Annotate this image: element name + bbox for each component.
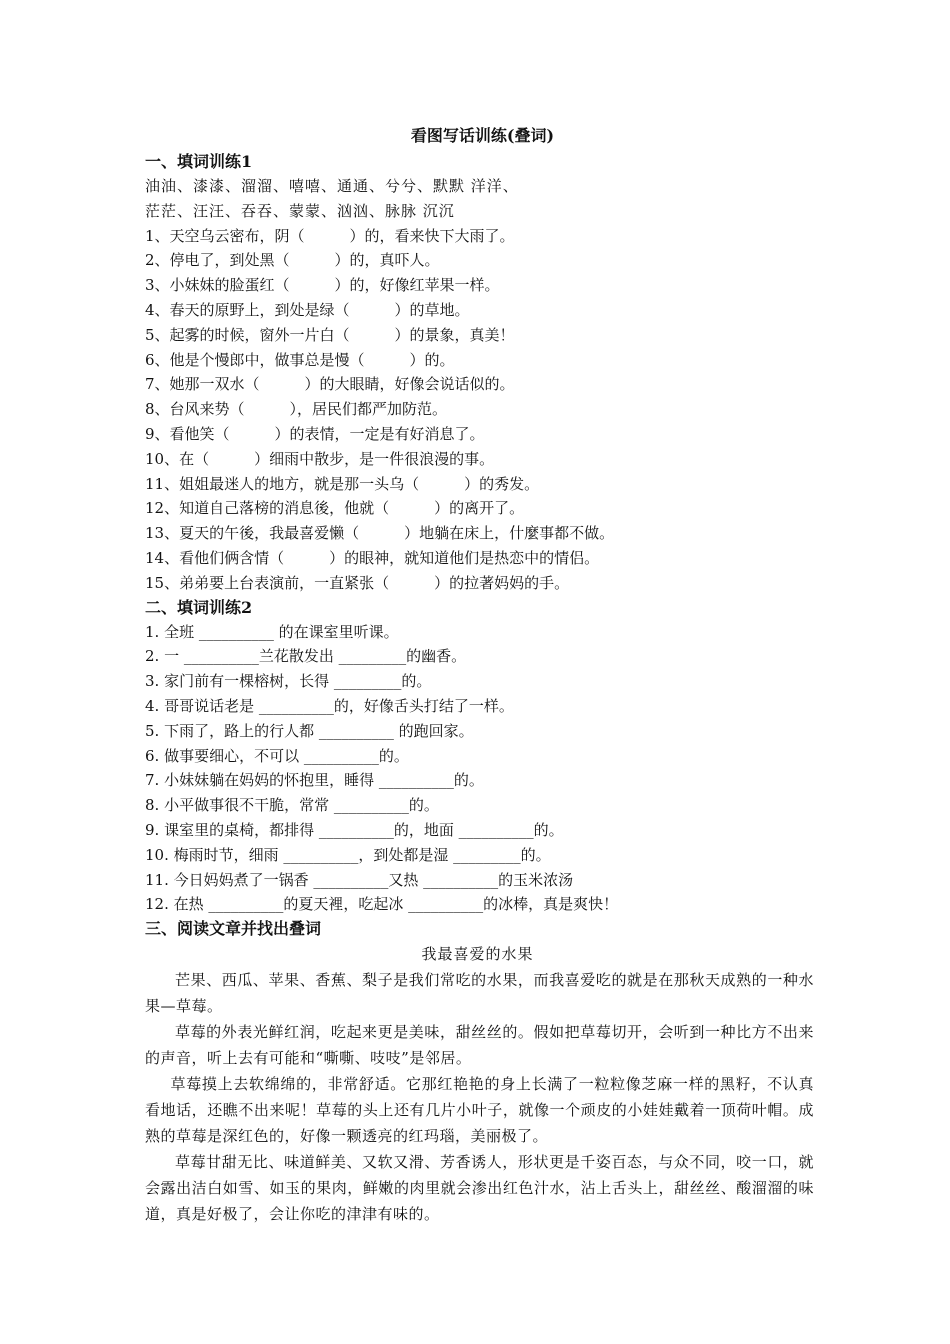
section-heading: 一、填词训练1 (145, 152, 253, 171)
exercise-item: 4、春天的原野上，到处是绿（ ）的草地。 (145, 300, 470, 319)
exercise-item: 8、台风来势（ ），居民们都严加防范。 (145, 400, 448, 419)
exercise-item: 15、弟弟要上台表演前，一直紧张（ ）的拉著妈妈的手。 (145, 573, 570, 592)
exercise-item: 10. 梅雨时节，细雨 __________，到处都是湿 _________的。 (145, 845, 551, 864)
exercise-item: 10、在（ ）细雨中散步，是一件很浪漫的事。 (145, 449, 495, 468)
article-paragraph: 草莓摸上去软绵绵的，非常舒适。它那红艳艳的身上长满了一粒粒像芝麻一样的黑籽，不认真看地话，还瞧不出来呢！草莓的头上还有几片小叶子，就像一个顽皮的小娃娃戴着一顶荷叶帽。成熟的草莓是深红色的，好像一颗透亮的红玛瑙，美丽极了。 (145, 1075, 814, 1146)
article-paragraph: 草莓甘甜无比、味道鲜美、又软又滑、芳香诱人，形状更是千姿百态，与众不同，咬一口，就会露出洁白如雪、如玉的果肉，鲜嫩的肉里就会渗出红色汁水，沾上舌头上，甜丝丝、酸溜溜的味道，真是好极了，会让你吃的津津有味的。 (145, 1153, 814, 1224)
section-fill-words-1 (145, 150, 810, 596)
exercise-item: 12、知道自己落榜的消息後，他就（ ）的离开了。 (145, 499, 525, 518)
exercise-item: 5. 下雨了，路上的行人都 __________ 的跑回家。 (145, 721, 474, 740)
exercise-item: 14、看他们俩含情（ ）的眼神，就知道他们是热恋中的情侣。 (145, 548, 600, 567)
word-bank-line: 油油、漆漆、溜溜、嘻嘻、通通、兮兮、默默 洋洋、 (145, 177, 519, 195)
exercise-item: 2. 一 __________兰花散发出 _________的幽香。 (145, 647, 467, 666)
exercise-item: 1. 全班 __________ 的在课室里听课。 (145, 622, 399, 641)
section-fill-words-2 (145, 596, 810, 918)
exercise-item: 3、小妹妹的脸蛋红（ ）的，好像红苹果一样。 (145, 276, 500, 295)
section-reading (145, 917, 814, 1227)
exercise-item: 9. 课室里的桌椅，都排得 __________的，地面 __________的。 (145, 820, 564, 839)
section-heading: 二、填词训练2 (145, 597, 253, 617)
exercise-item: 4. 哥哥说话老是 __________的，好像舌头打结了一样。 (145, 696, 514, 715)
exercise-item: 8. 小平做事很不干脆，常常 __________的。 (145, 796, 439, 815)
section-heading: 三、阅读文章并找出叠词 (145, 919, 322, 939)
exercise-item: 3. 家门前有一棵榕树，长得 _________的。 (145, 672, 432, 691)
exercise-item: 12. 在热 __________的夏天裡，吃起冰 __________的冰棒，真是爽快！ (145, 895, 619, 914)
exercise-item: 6、他是个慢郎中，做事总是慢（ ）的。 (145, 350, 455, 369)
exercise-item: 6. 做事要细心，不可以 __________的。 (145, 746, 409, 765)
document-title: 看图写话训练(叠词) (410, 126, 555, 145)
article-paragraph: 草莓的外表光鲜红润，吃起来更是美味，甜丝丝的。假如把草莓切开，会听到一种比方不出来的声音，听上去有可能和“嘶嘶、吱吱”是邻居。 (145, 1023, 814, 1068)
exercise-list (145, 620, 810, 918)
exercise-list (145, 224, 810, 596)
article-title: 我最喜爱的水果 (421, 945, 534, 964)
exercise-item: 2、停电了，到处黑（ ）的，真吓人。 (145, 251, 440, 270)
exercise-item: 7. 小妹妹躺在妈妈的怀抱里，睡得 __________的。 (145, 771, 484, 790)
exercise-item: 9、看他笑（ ）的表情，一定是有好消息了。 (145, 424, 485, 443)
exercise-item: 5、起雾的时候，窗外一片白（ ）的景象，真美！ (145, 325, 515, 344)
article-paragraph: 芒果、西瓜、苹果、香蕉、梨子是我们常吃的水果，而我喜爱吃的就是在那秋天成熟的一种水果—草莓。 (145, 971, 814, 1016)
exercise-item: 11. 今日妈妈煮了一锅香 __________又热 __________的玉米浓汤 (145, 870, 574, 889)
exercise-item: 7、她那一双水（ ）的大眼睛，好像会说话似的。 (145, 375, 515, 394)
word-bank-line: 茫茫、汪汪、吞吞、蒙蒙、汹汹、脉脉 沉沉 (145, 201, 455, 220)
word-bank (145, 174, 810, 224)
exercise-item: 13、夏天的午後，我最喜爱懒（ ）地躺在床上，什麼事都不做。 (145, 524, 615, 543)
exercise-item: 1、天空乌云密布，阴（ ）的，看来快下大雨了。 (145, 226, 515, 245)
exercise-item: 11、姐姐最迷人的地方，就是那一头乌（ ）的秀发。 (145, 474, 540, 493)
